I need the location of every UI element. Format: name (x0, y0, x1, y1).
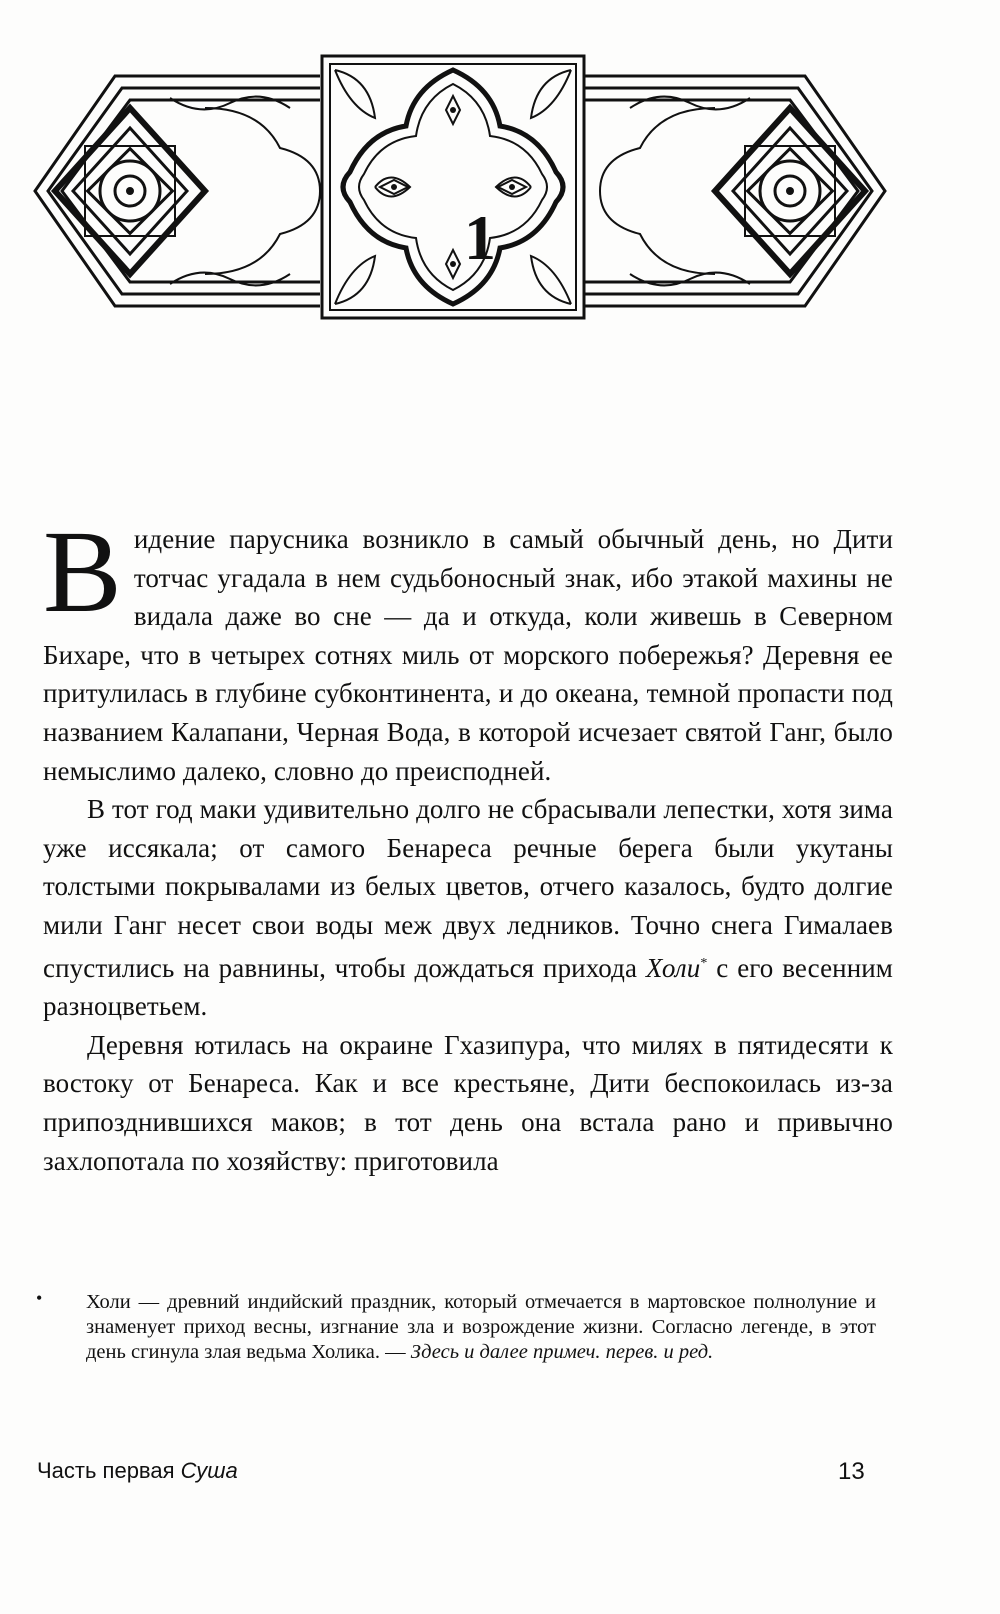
footnote-mark: • (36, 1288, 43, 1308)
paragraph (43, 506, 893, 790)
chapter-ornament (30, 48, 920, 334)
part-title: Суша (180, 1458, 238, 1483)
page-number: 13 (838, 1458, 865, 1485)
ornament-frame-icon (30, 48, 920, 334)
holi-term: Холи (645, 952, 701, 983)
footnote-reference[interactable]: * (700, 955, 708, 971)
chapter-body (43, 506, 893, 1180)
paragraph (43, 790, 893, 1026)
running-footer (37, 1458, 238, 1484)
paragraph-text: Деревня ютилась на окраине Гхазипура, что милях в пятидесяти к востоку от Бенареса. Как и все крестьяне, Дити беспокоилась из-за припозднившихся маков; в тот день она встала рано и привычно захлопотала по хозяйству: приготовила (43, 1029, 893, 1176)
paragraph-text: В тот год маки удивительно долго не сбрасывали лепестки, хотя зима уже иссякала; от самого Бенареса речные берега были укутаны толстыми покрывалами из белых цветов, отчего казалось, будто долгие мили Ганг несет свои воды меж двух ледников. Точно снега Гималаев спустились на равнины, чтобы дождаться прихода (43, 794, 893, 983)
paragraph-text: идение парусника возникло в самый обычный день, но Дити тотчас угадала в нем судьбоносный знак, ибо этакой махины не видала даже во сне — да и откуда, коли живешь в Северном Бихаре, что в четырех сотнях миль от морского побережья? Деревня ее притулилась в глубине субконтинента, и до океана, темной пропасти под названием Калапани, Черная Вода, в которой исчезает святой Ганг, было немыслимо далеко, словно до преисподней. (43, 524, 893, 786)
footnote-text: Холи — древний индийский праздник, который отмечается в мартовское полнолуние и знаменует приход весны, изгнание зла и возрождение жизни. Согласно легенде, в этот день сгинула злая ведьма Холика. — (86, 1291, 876, 1363)
drop-cap: В (43, 506, 122, 637)
chapter-number: 1 (464, 202, 496, 273)
footnote (86, 1290, 876, 1365)
paragraph (43, 1026, 893, 1180)
footnote-note: Здесь и далее примеч. перев. и ред. (410, 1341, 714, 1363)
paragraph-text: с его весенним разноцветьем. (43, 952, 893, 1022)
part-label: Часть первая (37, 1458, 175, 1483)
